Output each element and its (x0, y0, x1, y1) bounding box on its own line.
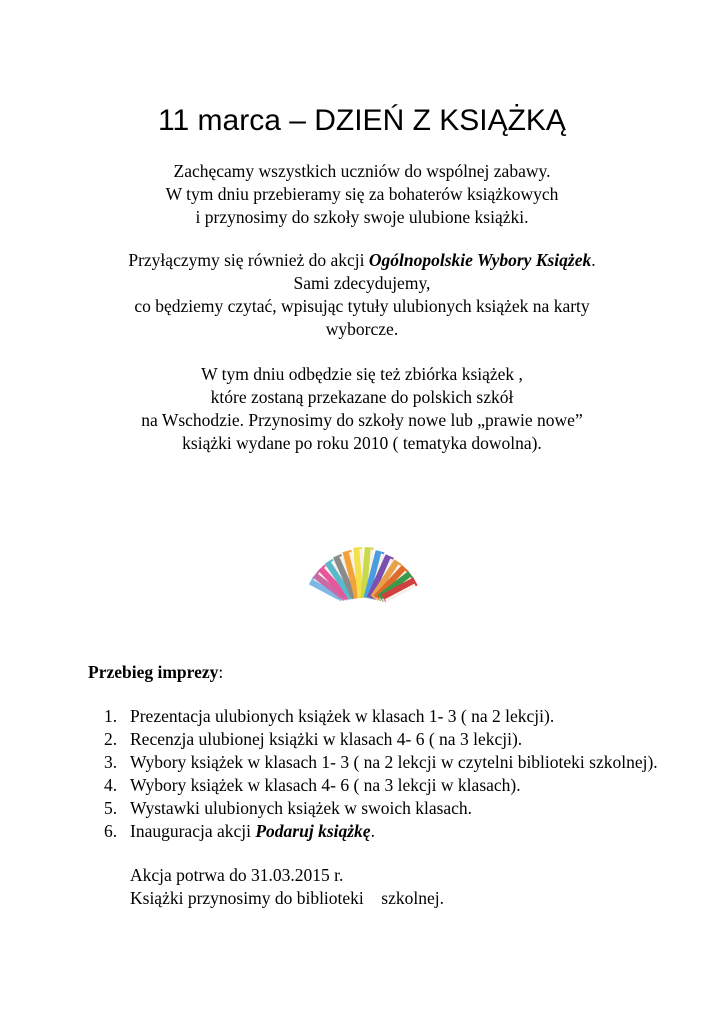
text-line: na Wschodzie. Przynosimy do szkoły nowe lub „prawie nowe” (141, 410, 583, 430)
text-line: W tym dniu przebieramy się za bohaterów książkowych (165, 184, 559, 204)
item-number: 3. (104, 752, 118, 772)
item-text: Wystawki ulubionych książek w swoich klasach. (130, 798, 473, 818)
text-line: co będziemy czytać, wpisując tytuły ulubionych książek na karty (134, 296, 590, 316)
elections-paragraph (60, 249, 664, 341)
page-title: 11 marca – DZIEŃ Z KSIĄŻKĄ (158, 104, 566, 137)
text-line: książki wydane po roku 2010 ( tematyka dowolna). (182, 433, 542, 453)
intro-paragraph (60, 160, 664, 229)
item-text (130, 820, 660, 843)
text-line: Zachęcamy wszystkich uczniów do wspólnej zabawy. (173, 161, 551, 181)
text-line: które zostaną przekazane do polskich szkół (210, 387, 514, 407)
campaign-name: Podaruj książkę (255, 821, 371, 841)
fanned-books-icon (250, 536, 476, 610)
item-number: 5. (104, 798, 118, 818)
event-steps-list (100, 705, 660, 843)
item-text: Prezentacja ulubionych książek w klasach 1- 3 ( na 2 lekcji). (130, 706, 555, 726)
section-title-colon: : (218, 662, 224, 682)
item-number: 2. (104, 729, 118, 749)
item-number: 1. (104, 706, 118, 726)
text-line: i przynosimy do szkoły swoje ulubione książki. (195, 207, 529, 227)
list-item (100, 797, 660, 820)
text-fragment: . (591, 250, 596, 270)
list-item (100, 705, 660, 728)
dropoff-note: Książki przynosimy do biblioteki szkolnej. (130, 888, 444, 908)
deadline-note: Akcja potrwa do 31.03.2015 r. (130, 865, 344, 885)
list-item (100, 728, 660, 751)
text-fragment: Inauguracja akcji (130, 821, 256, 841)
text-fragment: . (370, 821, 375, 841)
item-text: Wybory książek w klasach 4- 6 ( na 3 lekcji w klasach). (130, 775, 521, 795)
item-text: Wybory książek w klasach 1- 3 ( na 2 lekcji w czytelni biblioteki szkolnej). (130, 752, 658, 772)
section-title: Przebieg imprezy (88, 662, 219, 682)
item-number: 4. (104, 775, 118, 795)
item-text: Recenzja ulubionej książki w klasach 4- 6 ( na 3 lekcji). (130, 729, 523, 749)
list-item (100, 820, 660, 843)
list-item (100, 751, 660, 774)
text-line: Sami zdecydujemy, (293, 273, 431, 293)
text-line: wyborcze. (325, 319, 399, 339)
text-line: W tym dniu odbędzie się też zbiórka książek , (201, 364, 523, 384)
section-heading (88, 662, 223, 683)
campaign-name: Ogólnopolskie Wybory Książek (368, 250, 592, 270)
list-item (100, 774, 660, 797)
item-number: 6. (104, 821, 118, 841)
text-line (60, 249, 664, 272)
collection-paragraph (60, 363, 664, 455)
text-fragment: Przyłączymy się również do akcji (128, 250, 369, 270)
